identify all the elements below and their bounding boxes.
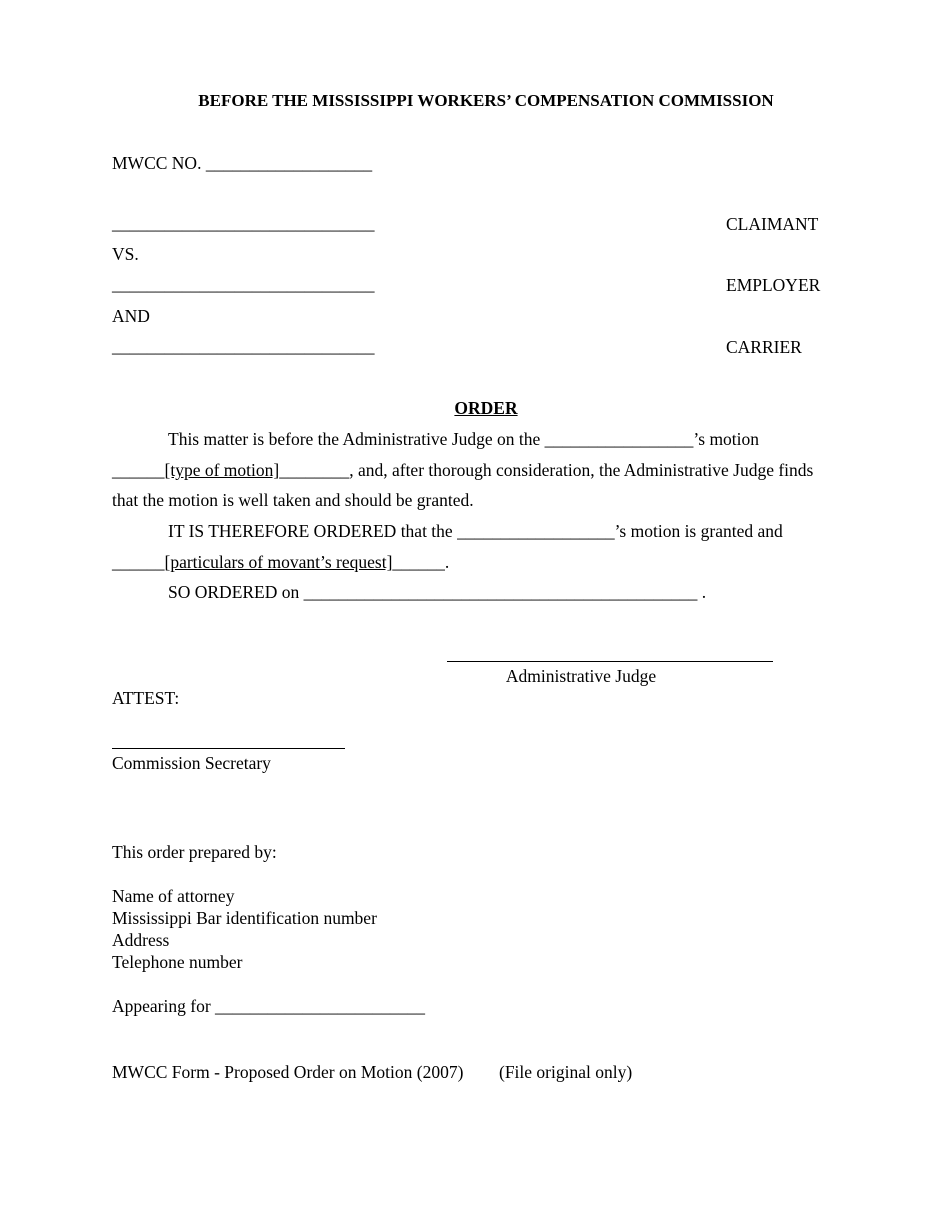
form-name: MWCC Form - Proposed Order on Motion (2007) xyxy=(112,1062,464,1082)
versus-label: VS. xyxy=(112,244,139,264)
mwcc-number-field: MWCC NO. ___________________ xyxy=(112,153,373,173)
claimant-name-blank: ______________________________ xyxy=(112,213,375,233)
claimant-label: CLAIMANT xyxy=(726,214,819,234)
order-heading: ORDER xyxy=(454,398,518,418)
order-paragraph-1-line-1: This matter is before the Administrative Judge on the _________________’s motion xyxy=(168,429,760,449)
address-line: Address xyxy=(112,930,170,950)
attorney-name-line: Name of attorney xyxy=(112,886,235,906)
request-blank-post: ______. xyxy=(392,552,450,572)
type-of-motion-placeholder: [type of motion] xyxy=(164,460,280,480)
administrative-judge-label: Administrative Judge xyxy=(505,666,657,686)
judge-signature-line xyxy=(447,661,773,662)
employer-name-blank: ______________________________ xyxy=(112,274,375,294)
prepared-by-label: This order prepared by: xyxy=(112,842,277,862)
motion-blank-post: ________, and, after thorough consideration, the Administrative Judge finds xyxy=(279,460,814,480)
employer-label: EMPLOYER xyxy=(726,275,821,295)
request-blank-pre: ______ xyxy=(112,552,165,572)
and-label: AND xyxy=(112,306,150,326)
motion-blank-pre: ______ xyxy=(112,460,165,480)
appearing-for-line: Appearing for ________________________ xyxy=(112,996,426,1016)
bar-id-line: Mississippi Bar identification number xyxy=(112,908,377,928)
attest-label: ATTEST: xyxy=(112,688,180,708)
order-paragraph-2-line-1: IT IS THEREFORE ORDERED that the __________________’s motion is granted and xyxy=(168,521,783,541)
telephone-line: Telephone number xyxy=(112,952,243,972)
carrier-label: CARRIER xyxy=(726,337,802,357)
order-paragraph-2-line-2 xyxy=(112,551,449,573)
secretary-signature-line xyxy=(112,748,345,749)
so-ordered-line: SO ORDERED on _____________________________________________ . xyxy=(168,582,707,602)
document-title: BEFORE THE MISSISSIPPI WORKERS’ COMPENSATION COMMISSION xyxy=(198,91,774,110)
file-original-note: (File original only) xyxy=(499,1062,633,1082)
carrier-name-blank: ______________________________ xyxy=(112,336,375,356)
order-paragraph-1-line-2 xyxy=(112,459,813,481)
commission-secretary-label: Commission Secretary xyxy=(112,753,271,773)
movant-request-placeholder: [particulars of movant’s request] xyxy=(164,552,393,572)
order-paragraph-1-line-3: that the motion is well taken and should be granted. xyxy=(112,490,474,510)
